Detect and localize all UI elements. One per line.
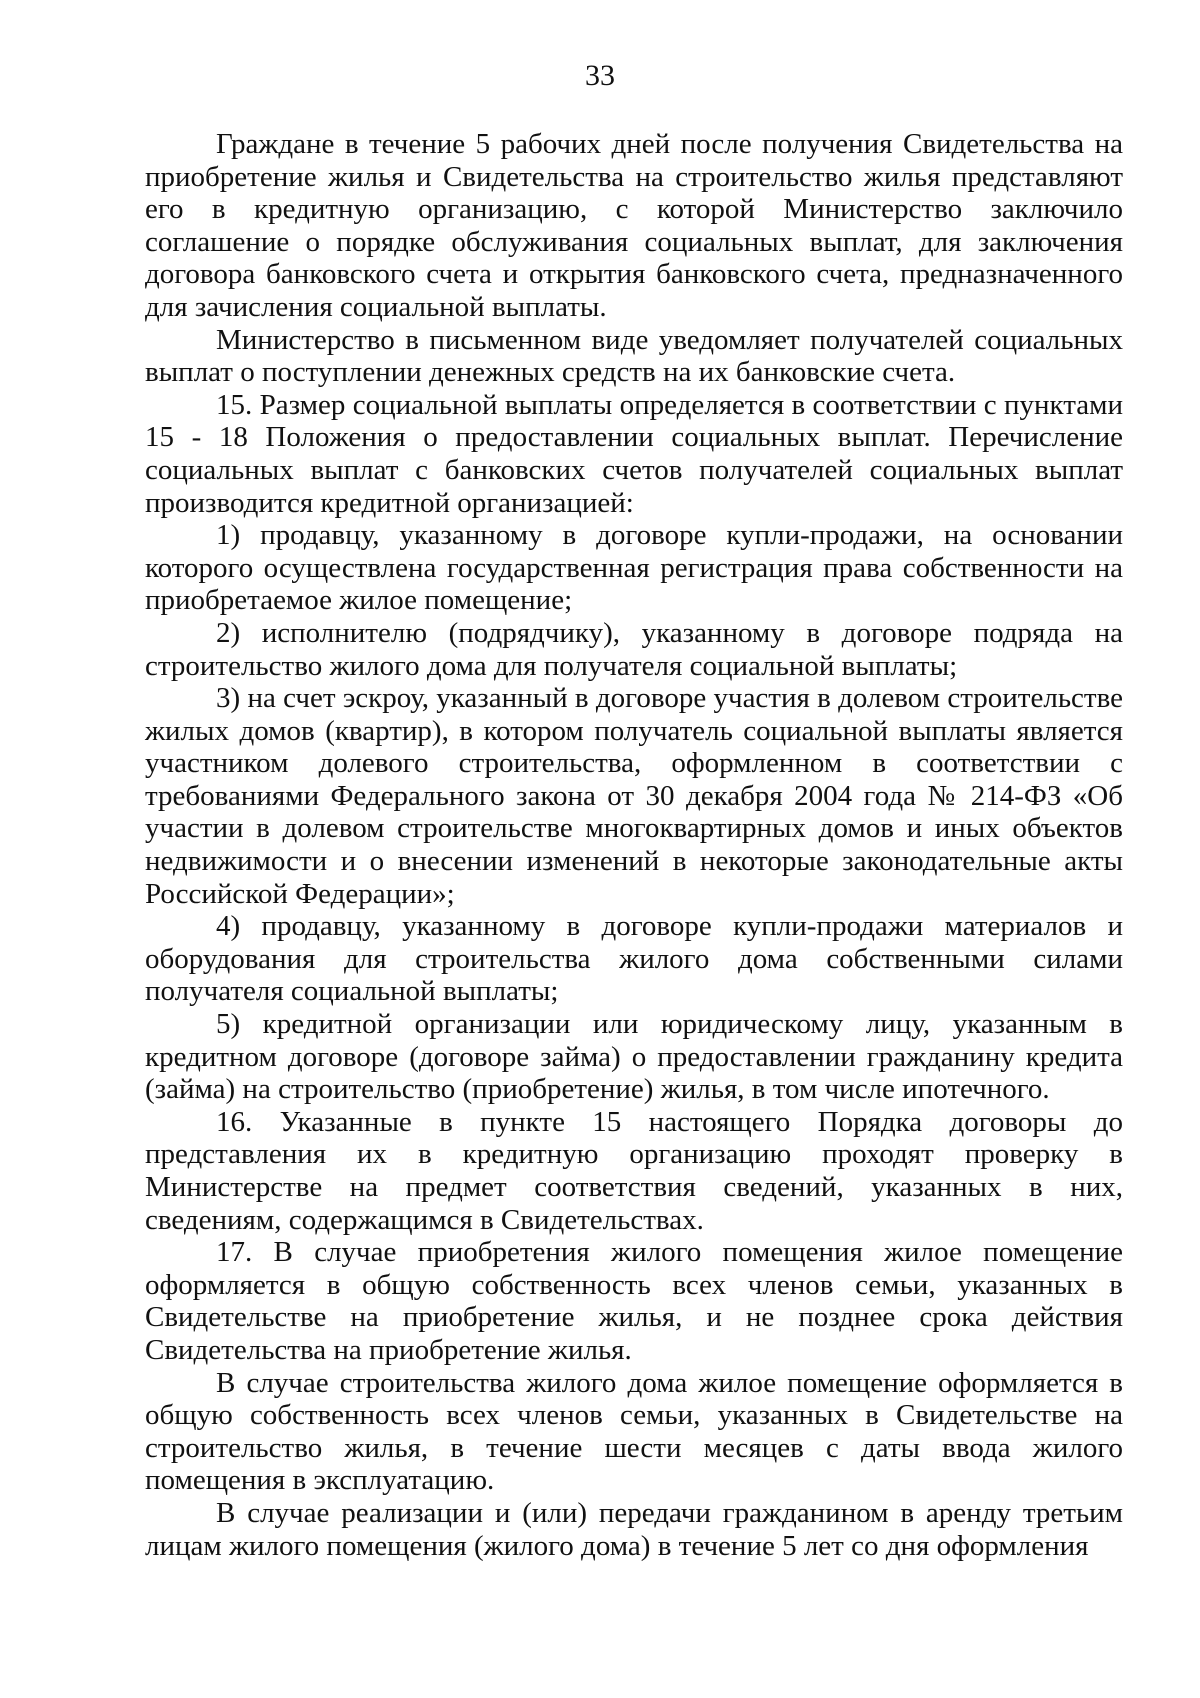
paragraph-10: 17. В случае приобретения жилого помещения жилое помещение оформляется в общую собственность всех членов семьи, указанных в Свидетельстве на приобретение жилья, и не позднее срока действия Свидетельства на приобретение жилья. bbox=[145, 1236, 1123, 1366]
paragraph-1: Граждане в течение 5 рабочих дней после получения Свидетельства на приобретение жилья и Свидетельства на строительство жилья представляют его в кредитную организацию, с которой Министерство заключило соглашение о порядке обслуживания социальных выплат, для заключения договора банковского счета и открытия банковского счета, предназначенного для зачисления социальной выплаты. bbox=[145, 128, 1123, 323]
paragraph-8: 5) кредитной организации или юридическому лицу, указанным в кредитном договоре (договоре займа) о предоставлении гражданину кредита (займа) на строительство (приобретение) жилья, в том числе ипотечного. bbox=[145, 1008, 1123, 1106]
paragraph-7: 4) продавцу, указанному в договоре купли-продажи материалов и оборудования для строительства жилого дома собственными силами получателя социальной выплаты; bbox=[145, 910, 1123, 1008]
paragraph-11: В случае строительства жилого дома жилое помещение оформляется в общую собственность всех членов семьи, указанных в Свидетельстве на строительство жилья, в течение шести месяцев с даты ввода жилого помещения в эксплуатацию. bbox=[145, 1366, 1123, 1497]
document-body bbox=[145, 128, 1123, 1562]
paragraph-2: Министерство в письменном виде уведомляет получателей социальных выплат о поступлении денежных средств на их банковские счета. bbox=[145, 323, 1123, 389]
paragraph-4: 1) продавцу, указанному в договоре купли-продажи, на основании которого осуществлена государственная регистрация права собственности на приобретаемое жилое помещение; bbox=[145, 519, 1123, 617]
paragraph-5: 2) исполнителю (подрядчику), указанному в договоре подряда на строительство жилого дома для получателя социальной выплаты; bbox=[145, 616, 1123, 682]
paragraph-9: 16. Указанные в пункте 15 настоящего Порядка договоры до представления их в кредитную организацию проходят проверку в Министерстве на предмет соответствия сведений, указанных в них, сведениям, содержащимся в Свидетельствах. bbox=[145, 1105, 1123, 1236]
paragraph-12: В случае реализации и (или) передачи гражданином в аренду третьим лицам жилого помещения (жилого дома) в течение 5 лет со дня оформления bbox=[145, 1496, 1123, 1562]
paragraph-3: 15. Размер социальной выплаты определяется в соответствии с пунктами 15 - 18 Положения о предоставлении социальных выплат. Перечисление социальных выплат с банковских счетов получателей социальных выплат производится кредитной организацией: bbox=[145, 388, 1123, 519]
paragraph-6: 3) на счет эскроу, указанный в договоре участия в долевом строительстве жилых домов (квартир), в котором получатель социальной выплаты является участником долевого строительства, оформленном в соответствии с требованиями Федерального закона от 30 декабря 2004 года № 214-ФЗ «Об участии в долевом строительстве многоквартирных домов и иных объектов недвижимости и о внесении изменений в некоторые законодательные акты Российской Федерации»; bbox=[145, 682, 1123, 910]
page-number: 33 bbox=[585, 59, 615, 92]
